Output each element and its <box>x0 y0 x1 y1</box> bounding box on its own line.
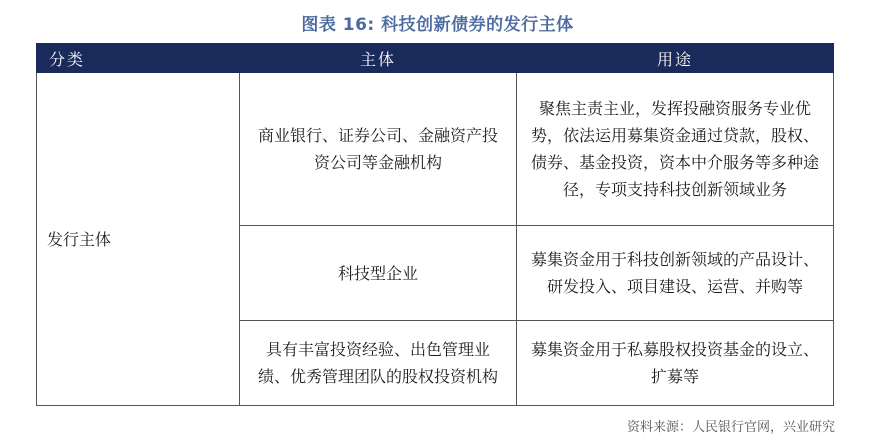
usage-cell: 募集资金用于私募股权投资基金的设立、扩募等 <box>517 321 834 406</box>
entity-cell: 具有丰富投资经验、出色管理业绩、优秀管理团队的股权投资机构 <box>240 321 517 406</box>
chart-title: 图表 16: 科技创新债券的发行主体 <box>301 15 574 35</box>
usage-cell: 聚焦主责主业，发挥投融资服务专业优势，依法运用募集资金通过贷款，股权、债券、基金投资，资本中介服务等多种途径，专项支持科技创新领域业务 <box>517 73 834 226</box>
table-row <box>37 73 834 226</box>
category-cell: 发行主体 <box>37 73 240 406</box>
header-usage: 用途 <box>517 44 834 73</box>
table-header-row <box>37 44 834 73</box>
usage-cell: 募集资金用于科技创新领域的产品设计、研发投入、项目建设、运营、并购等 <box>517 226 834 321</box>
issuer-table <box>36 43 834 406</box>
header-category: 分类 <box>37 44 240 73</box>
source-note: 资料来源：人民银行官网，兴业研究 <box>626 420 835 435</box>
header-entity: 主体 <box>240 44 517 73</box>
entity-cell: 商业银行、证券公司、金融资产投资公司等金融机构 <box>240 73 517 226</box>
entity-cell: 科技型企业 <box>240 226 517 321</box>
